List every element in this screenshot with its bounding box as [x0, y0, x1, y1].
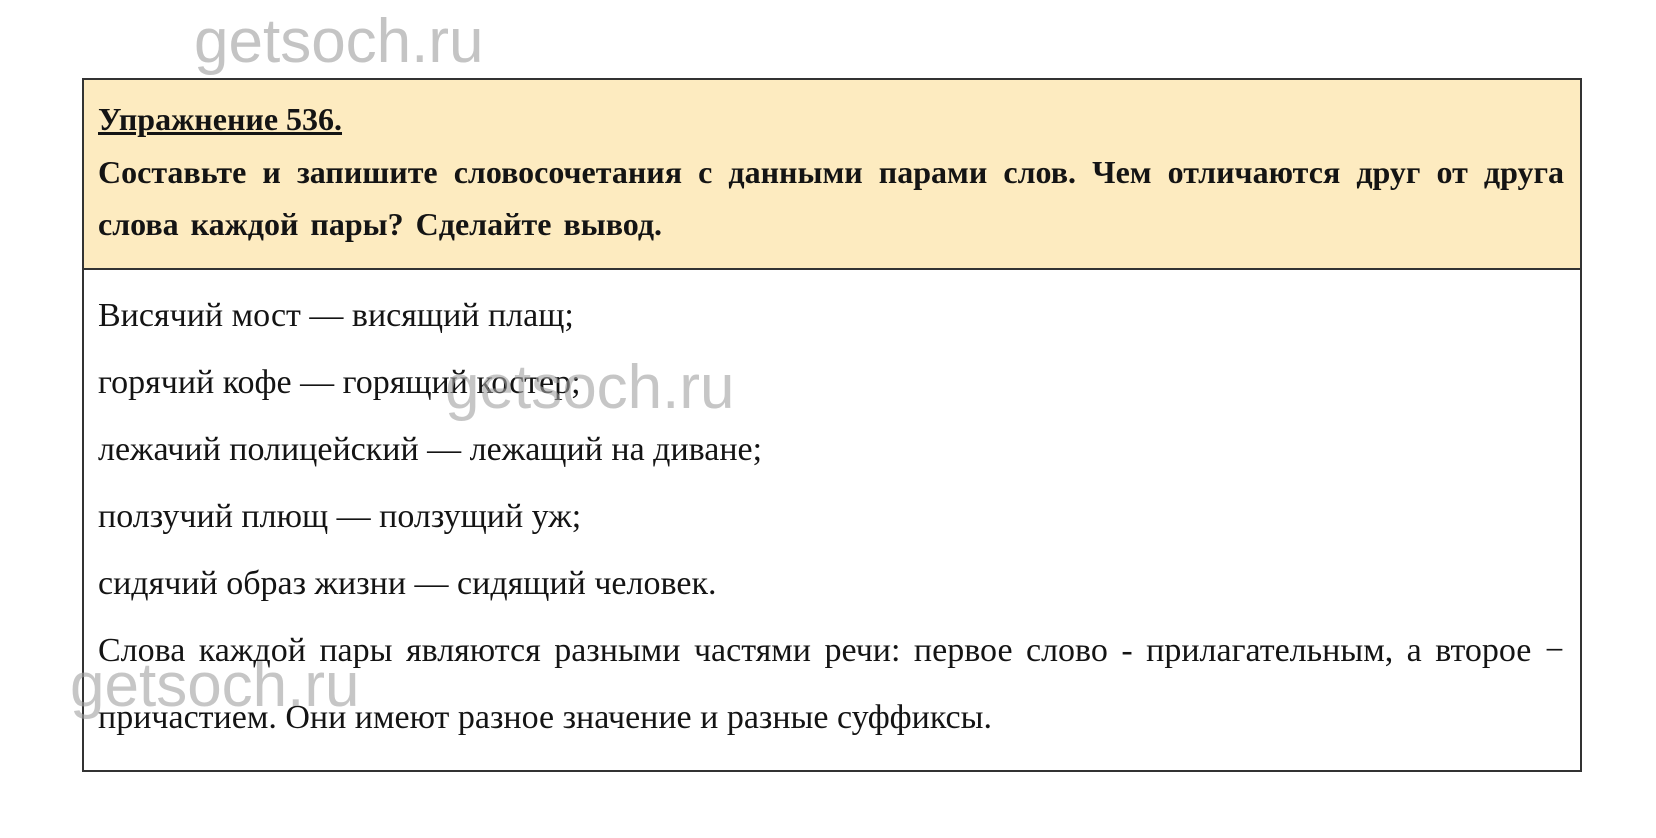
watermark-bottom: getsoch.ru: [70, 651, 360, 720]
answer-block: [84, 270, 1580, 751]
watermark-top: getsoch.ru: [194, 7, 484, 76]
watermark-middle: getsoch.ru: [445, 353, 735, 422]
answer-line: сидячий образ жизни — сидящий человек.: [98, 565, 717, 602]
exercise-frame: [82, 78, 1582, 772]
answer-line: Висячий мост — висящий плащ;: [98, 297, 574, 334]
answer-line: горячий кофе — горящий костер;: [98, 364, 581, 401]
answer-line: ползучий плющ — ползущий уж;: [98, 498, 582, 535]
exercise-instructions: Составьте и запишите словосочетания с данными парами слов. Чем отличаются друг от друга слова каждой пары? Сделайте вывод.: [98, 154, 1564, 242]
task-header: [84, 80, 1580, 270]
exercise-title: Упражнение 536.: [98, 101, 343, 137]
answer-conclusion: Слова каждой пары являются разными частями речи: первое слово - прилагательным, а второе − причастием. Они имеют разное значение и разные суффиксы.: [98, 632, 1564, 736]
answer-line: лежачий полицейский — лежащий на диване;: [98, 431, 763, 468]
